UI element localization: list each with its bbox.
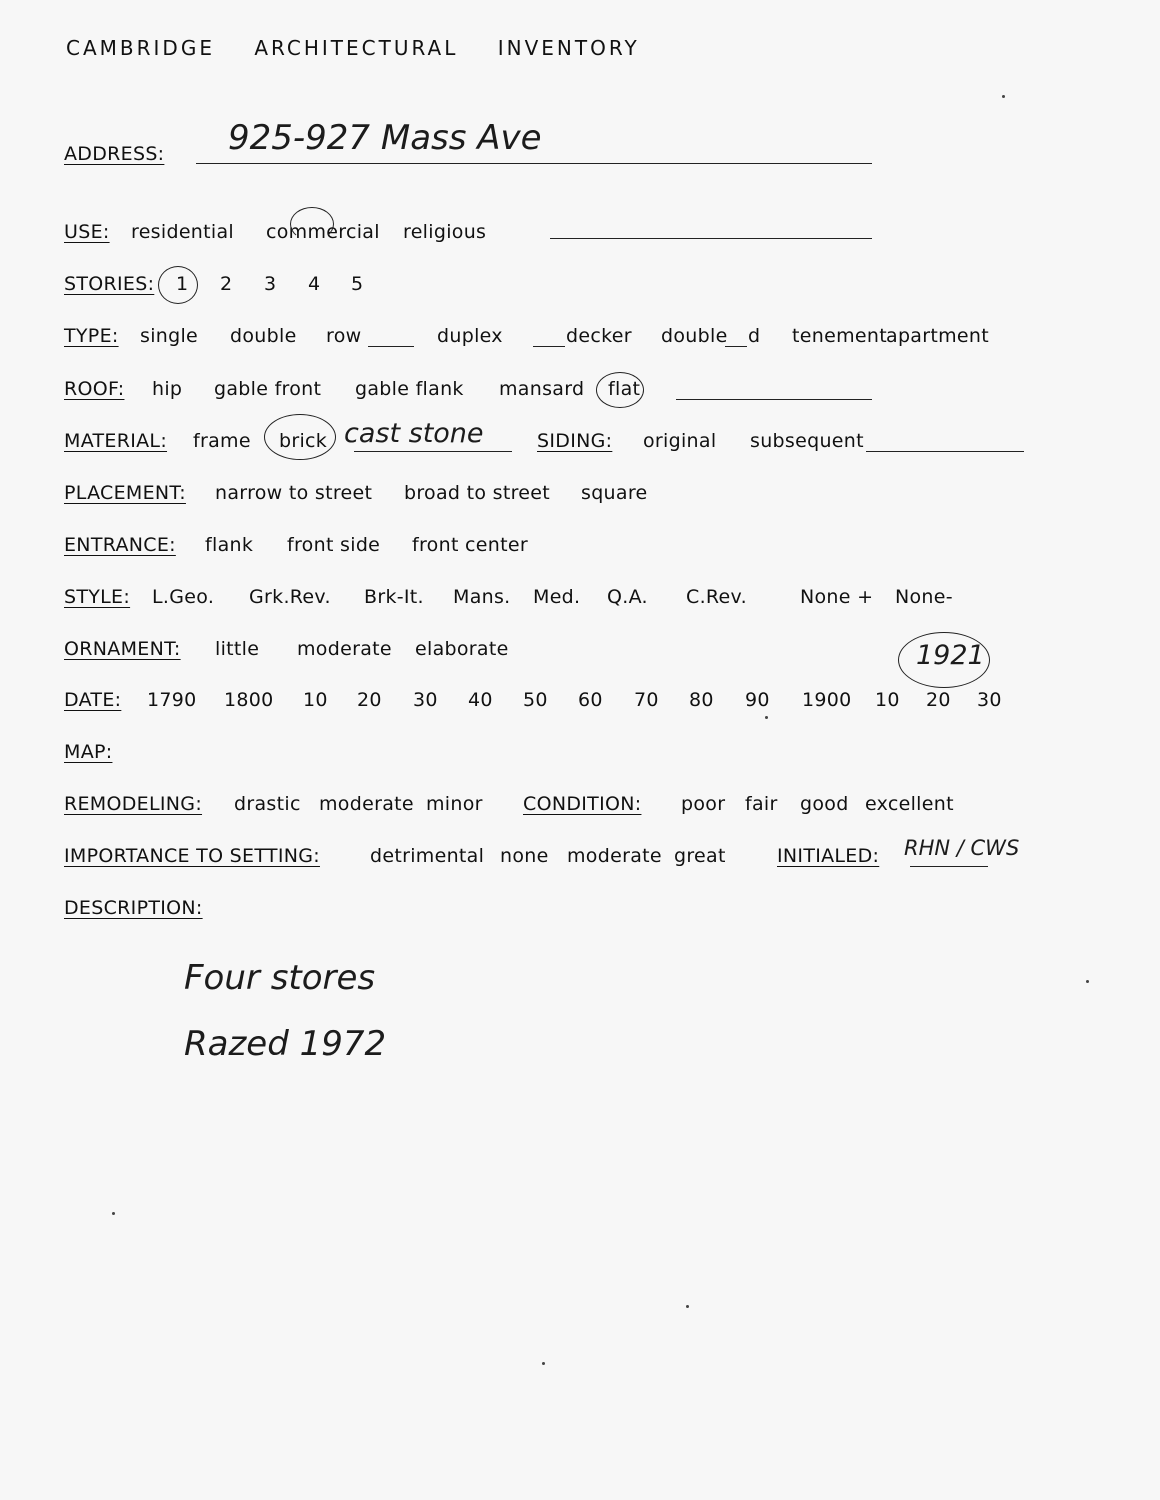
type-option: d bbox=[748, 325, 761, 347]
scan-speck bbox=[542, 1362, 545, 1365]
condition-option: good bbox=[800, 793, 849, 815]
condition-label: CONDITION: bbox=[523, 793, 642, 815]
stories-option: 3 bbox=[264, 273, 277, 295]
ornament-label: ORNAMENT: bbox=[64, 638, 181, 660]
use-option: religious bbox=[403, 221, 487, 243]
ornament-option: elaborate bbox=[415, 638, 509, 660]
style-option: None + bbox=[800, 586, 874, 608]
material-other-line bbox=[354, 451, 512, 452]
ornament-option: little bbox=[215, 638, 260, 660]
stories-option-selected: 1 bbox=[176, 273, 189, 295]
scan-speck bbox=[112, 1212, 115, 1215]
type-option: apartment bbox=[886, 325, 989, 347]
selection-circle bbox=[158, 266, 198, 304]
stories-option: 4 bbox=[308, 273, 321, 295]
scan-speck bbox=[1002, 95, 1005, 98]
roof-option: mansard bbox=[499, 378, 585, 400]
map-label: MAP: bbox=[64, 741, 113, 763]
scan-speck bbox=[686, 1305, 689, 1308]
form-title bbox=[66, 36, 670, 60]
date-option: 1790 bbox=[147, 689, 197, 711]
roof-option: hip bbox=[152, 378, 183, 400]
importance-option: none bbox=[500, 845, 549, 867]
date-option: 10 bbox=[303, 689, 328, 711]
ornament-option: moderate bbox=[297, 638, 392, 660]
type-label: TYPE: bbox=[64, 325, 119, 347]
style-option: None- bbox=[895, 586, 953, 608]
stories-option: 5 bbox=[351, 273, 364, 295]
siding-other-line bbox=[866, 451, 1024, 452]
siding-option: original bbox=[643, 430, 717, 452]
entrance-label: ENTRANCE: bbox=[64, 534, 176, 556]
material-option-selected: brick bbox=[279, 430, 328, 452]
siding-label: SIDING: bbox=[537, 430, 613, 452]
selection-circle bbox=[264, 414, 336, 460]
material-handwritten: cast stone bbox=[344, 418, 484, 449]
blank-line bbox=[533, 346, 565, 347]
date-handwritten: 1921 bbox=[916, 640, 985, 671]
date-option: 80 bbox=[689, 689, 714, 711]
date-option: 1900 bbox=[802, 689, 852, 711]
condition-option: fair bbox=[745, 793, 778, 815]
address-label: ADDRESS: bbox=[64, 143, 165, 165]
title-part: CAMBRIDGE bbox=[66, 36, 215, 60]
remodeling-option: drastic bbox=[234, 793, 301, 815]
date-option: 50 bbox=[523, 689, 548, 711]
scan-speck bbox=[1086, 980, 1089, 983]
style-option: Grk.Rev. bbox=[249, 586, 331, 608]
selection-circle bbox=[596, 372, 644, 408]
importance-option: moderate bbox=[567, 845, 662, 867]
placement-label: PLACEMENT: bbox=[64, 482, 186, 504]
selection-circle bbox=[290, 207, 334, 241]
date-option: 70 bbox=[634, 689, 659, 711]
title-part: INVENTORY bbox=[497, 36, 640, 60]
style-option: C.Rev. bbox=[686, 586, 747, 608]
type-option: single bbox=[140, 325, 199, 347]
date-label: DATE: bbox=[64, 689, 122, 711]
initialed-line bbox=[910, 866, 988, 867]
stories-option: 2 bbox=[220, 273, 233, 295]
style-label: STYLE: bbox=[64, 586, 131, 608]
material-label: MATERIAL: bbox=[64, 430, 168, 452]
blank-line bbox=[725, 346, 747, 347]
condition-option: poor bbox=[681, 793, 726, 815]
date-option: 1800 bbox=[224, 689, 274, 711]
scan-speck bbox=[765, 716, 768, 719]
initialed-label: INITIALED: bbox=[777, 845, 880, 867]
placement-option: square bbox=[581, 482, 648, 504]
roof-option: gable flank bbox=[355, 378, 464, 400]
style-option: Q.A. bbox=[607, 586, 648, 608]
condition-option: excellent bbox=[865, 793, 954, 815]
style-option: L.Geo. bbox=[152, 586, 215, 608]
date-option: 10 bbox=[875, 689, 900, 711]
roof-option-selected: flat bbox=[608, 378, 641, 400]
entrance-option: front center bbox=[412, 534, 528, 556]
description-line: Four stores bbox=[184, 958, 376, 998]
remodeling-option: moderate bbox=[319, 793, 414, 815]
description-line: Razed 1972 bbox=[184, 1024, 387, 1064]
use-option: residential bbox=[131, 221, 235, 243]
roof-option: gable front bbox=[214, 378, 322, 400]
title-part: ARCHITECTURAL bbox=[254, 36, 459, 60]
style-option: Mans. bbox=[453, 586, 511, 608]
importance-label: IMPORTANCE TO SETTING: bbox=[64, 845, 320, 867]
material-option: frame bbox=[193, 430, 251, 452]
date-option: 20 bbox=[357, 689, 382, 711]
use-other-line bbox=[550, 238, 872, 239]
type-option: double bbox=[230, 325, 297, 347]
description-label: DESCRIPTION: bbox=[64, 897, 203, 919]
address-line bbox=[196, 163, 872, 164]
stories-label: STORIES: bbox=[64, 273, 155, 295]
remodeling-label: REMODELING: bbox=[64, 793, 203, 815]
date-option: 30 bbox=[413, 689, 438, 711]
type-option: row bbox=[326, 325, 362, 347]
blank-line bbox=[368, 346, 414, 347]
importance-option: detrimental bbox=[370, 845, 485, 867]
entrance-option: flank bbox=[205, 534, 254, 556]
placement-option: narrow to street bbox=[215, 482, 373, 504]
date-option: 30 bbox=[977, 689, 1002, 711]
date-option: 90 bbox=[745, 689, 770, 711]
importance-option: great bbox=[674, 845, 726, 867]
date-option: 60 bbox=[578, 689, 603, 711]
type-option: tenement bbox=[792, 325, 887, 347]
use-option-selected: commercial bbox=[266, 221, 380, 243]
type-option: duplex bbox=[437, 325, 503, 347]
use-label: USE: bbox=[64, 221, 110, 243]
initialed-value: RHN / CWS bbox=[904, 836, 1020, 860]
address-value: 925-927 Mass Ave bbox=[228, 118, 542, 158]
type-option: decker bbox=[566, 325, 632, 347]
date-option: 20 bbox=[926, 689, 951, 711]
roof-other-line bbox=[676, 399, 872, 400]
roof-label: ROOF: bbox=[64, 378, 125, 400]
placement-option: broad to street bbox=[404, 482, 551, 504]
style-option: Med. bbox=[533, 586, 581, 608]
style-option: Brk-It. bbox=[364, 586, 424, 608]
siding-option: subsequent bbox=[750, 430, 864, 452]
remodeling-option: minor bbox=[426, 793, 483, 815]
date-option: 40 bbox=[468, 689, 493, 711]
type-option: double bbox=[661, 325, 728, 347]
entrance-option: front side bbox=[287, 534, 381, 556]
